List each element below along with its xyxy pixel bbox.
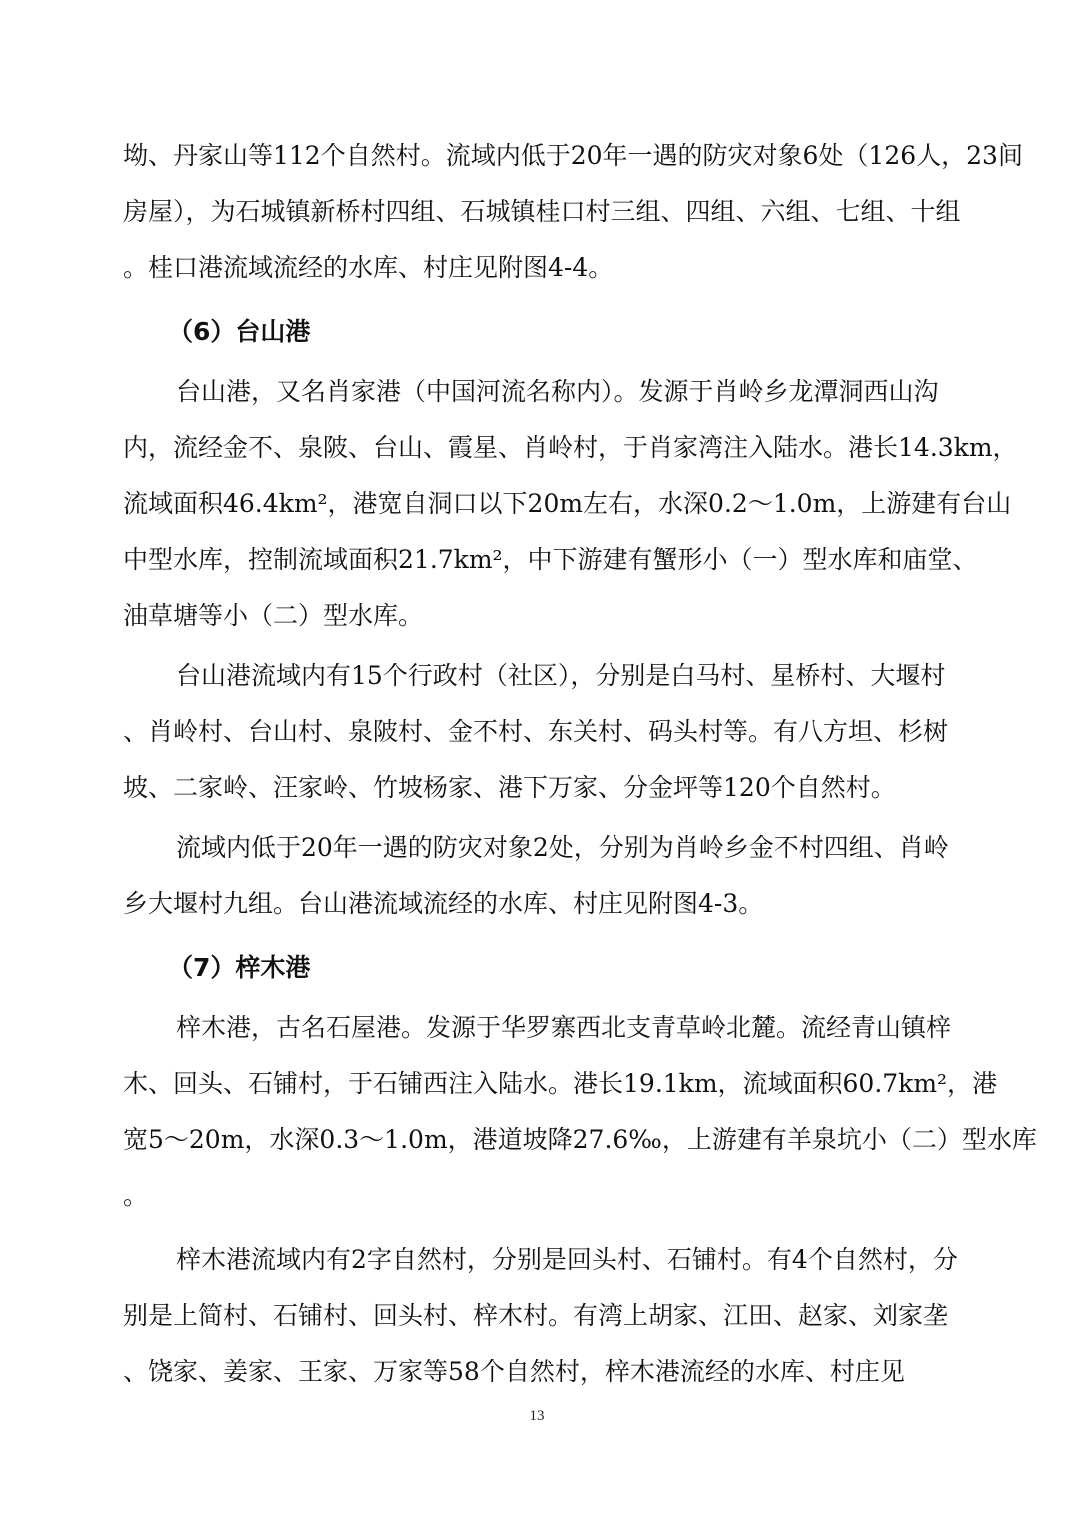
- text-line: 中型水库，控制流域面积21.7km²，中下游建有蟹形小（一）型水库和庙堂、: [123, 545, 978, 574]
- text-line: 台山港，又名肖家港（中国河流名称内）。发源于肖岭乡龙潭洞西山沟: [176, 377, 939, 406]
- paragraph-continuation: [123, 128, 1023, 296]
- page-number: 13: [529, 1408, 545, 1424]
- page-content: [123, 128, 1037, 1400]
- paragraph-taishan-intro: [123, 364, 1018, 644]
- section-heading-taishan: （6）台山港: [168, 317, 311, 346]
- text-line: 、饶家、姜家、王家、万家等58个自然村，梓木港流经的水库、村庄见: [123, 1357, 905, 1386]
- text-line: 梓木港流域内有2字自然村，分别是回头村、石铺村。有4个自然村，分: [176, 1245, 958, 1274]
- text-line: 坳、丹家山等112个自然村。流域内低于20年一遇的防灾对象6处（126人，23间: [123, 141, 1023, 170]
- text-line: 、肖岭村、台山村、泉陂村、金不村、东关村、码头村等。有八方坦、杉树: [123, 717, 949, 746]
- section-heading-zimu: （7）梓木港: [168, 953, 311, 982]
- text-line: 流域内低于20年一遇的防灾对象2处，分别为肖岭乡金不村四组、肖岭: [176, 833, 949, 862]
- text-line: 木、回头、石铺村，于石铺西注入陆水。港长19.1km，流域面积60.7km²，港: [123, 1069, 998, 1098]
- text-line: 乡大堰村九组。台山港流域流经的水库、村庄见附图4-3。: [123, 889, 764, 918]
- paragraph-zimu-villages: [123, 1232, 963, 1400]
- text-line: 内，流经金不、泉陂、台山、霞星、肖岭村，于肖家湾注入陆水。港长14.3km，: [123, 433, 1018, 462]
- text-line: 。桂口港流域流经的水库、村庄见附图4-4。: [123, 253, 614, 282]
- paragraph-taishan-villages: [123, 648, 963, 816]
- text-line: 油草塘等小（二）型水库。: [123, 601, 424, 630]
- text-line: 别是上简村、石铺村、回头村、梓木村。有湾上胡家、江田、赵家、刘家垄: [123, 1301, 949, 1330]
- text-line: 坡、二家岭、汪家岭、竹坡杨家、港下万家、分金坪等120个自然村。: [123, 773, 896, 802]
- paragraph-taishan-hazards: [123, 820, 963, 932]
- text-line: 宽5～20m，水深0.3～1.0m，港道坡降27.6‰，上游建有羊泉坑小（二）型水库: [123, 1125, 1037, 1154]
- text-line: 梓木港，古名石屋港。发源于华罗寨西北支青草岭北麓。流经青山镇梓: [176, 1013, 952, 1042]
- text-line: 台山港流域内有15个行政村（社区），分别是白马村、星桥村、大堰村: [176, 661, 946, 690]
- text-line: 房屋），为石城镇新桥村四组、石城镇桂口村三组、四组、六组、七组、十组: [123, 197, 961, 226]
- text-line: 流域面积46.4km²，港宽自洞口以下20m左右，水深0.2～1.0m，上游建有台山: [123, 489, 1012, 518]
- paragraph-zimu-intro: [123, 1000, 1037, 1224]
- text-line: 。: [123, 1181, 149, 1210]
